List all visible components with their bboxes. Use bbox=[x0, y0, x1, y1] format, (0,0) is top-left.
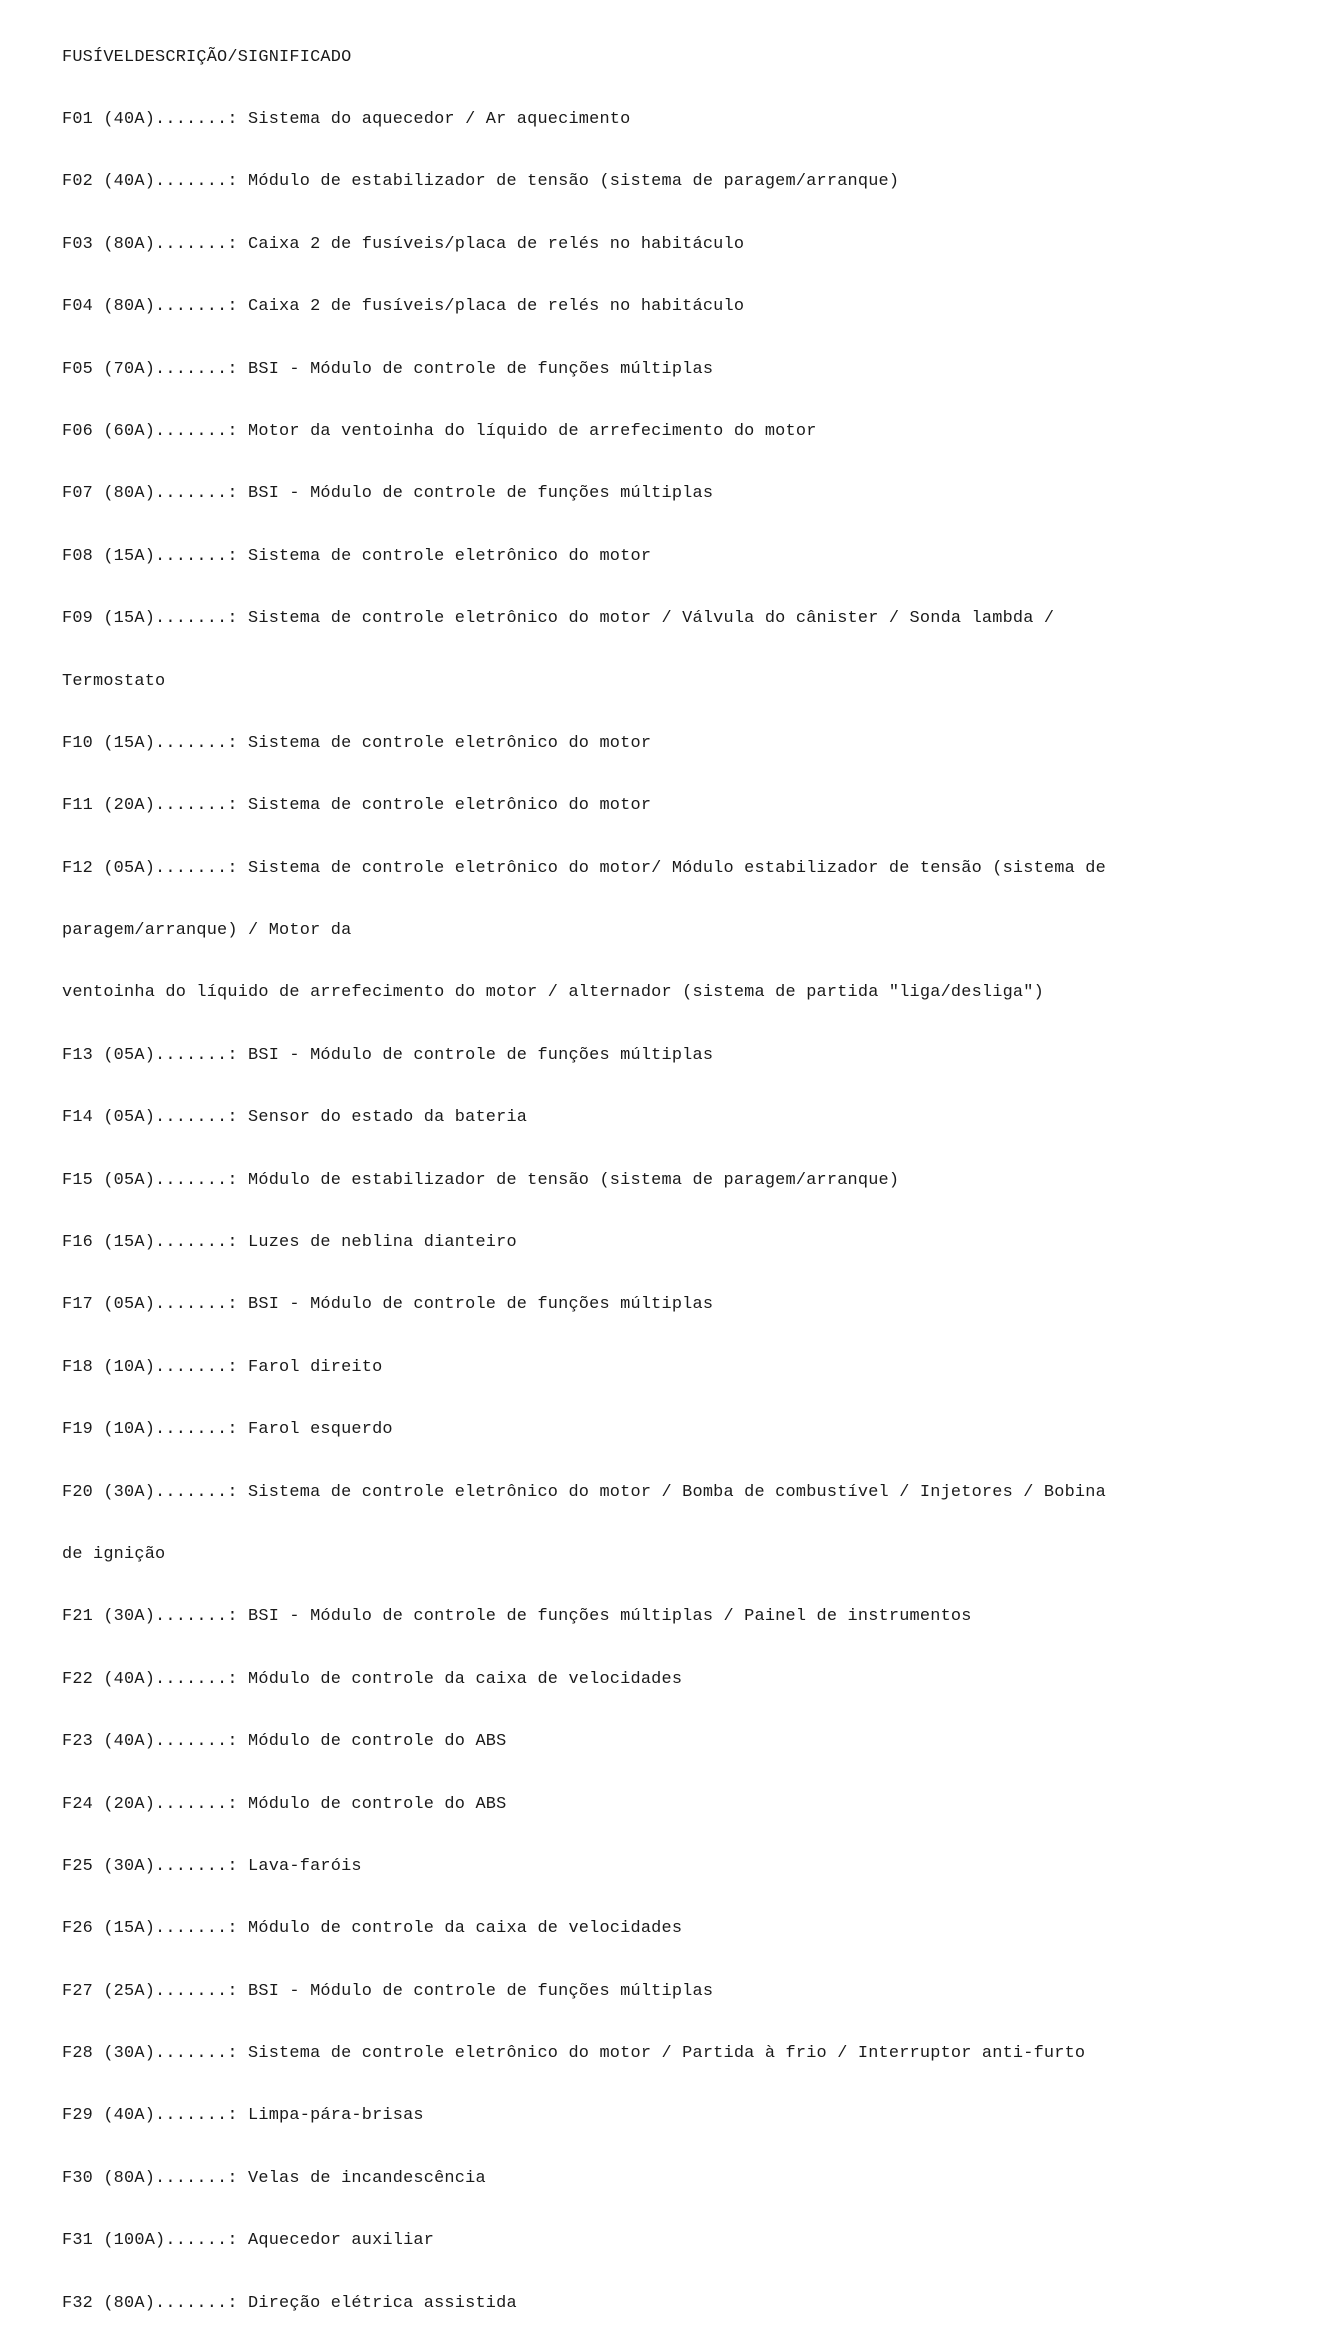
fuse-line-f30: F30 (80A).......: Velas de incandescência bbox=[62, 2168, 486, 2188]
fuse-line-f06: F06 (60A).......: Motor da ventoinha do líquido de arrefecimento do motor bbox=[62, 421, 817, 441]
fuse-line-f12-continued-2: ventoinha do líquido de arrefecimento do motor / alternador (sistema de partida "liga/desliga") bbox=[62, 983, 1044, 1003]
fuse-line-f24: F24 (20A).......: Módulo de controle do ABS bbox=[62, 1794, 507, 1814]
table-header: FUSÍVELDESCRIÇÃO/SIGNIFICADO bbox=[62, 47, 352, 67]
fuse-line-f19: F19 (10A).......: Farol esquerdo bbox=[62, 1420, 393, 1440]
fuse-line-f10: F10 (15A).......: Sistema de controle eletrônico do motor bbox=[62, 733, 652, 753]
fuse-line-f02: F02 (40A).......: Módulo de estabilizador de tensão (sistema de paragem/arranque) bbox=[62, 172, 900, 192]
fuse-line-f14: F14 (05A).......: Sensor do estado da bateria bbox=[62, 1108, 528, 1128]
fuse-line-f23: F23 (40A).......: Módulo de controle do ABS bbox=[62, 1732, 507, 1752]
fuse-line-f15: F15 (05A).......: Módulo de estabilizador de tensão (sistema de paragem/arranque) bbox=[62, 1170, 900, 1190]
fuse-line-f28: F28 (30A).......: Sistema de controle eletrônico do motor / Partida à frio / Interruptor anti-furto bbox=[62, 2044, 1086, 2064]
fuse-line-f31: F31 (100A)......: Aquecedor auxiliar bbox=[62, 2231, 435, 2251]
fuse-line-f11: F11 (20A).......: Sistema de controle eletrônico do motor bbox=[62, 796, 652, 816]
fuse-line-f20-continued: de ignição bbox=[62, 1544, 166, 1564]
fuse-line-f20: F20 (30A).......: Sistema de controle eletrônico do motor / Bomba de combustível / Injetores / Bobina bbox=[62, 1482, 1106, 1502]
fuse-line-f29: F29 (40A).......: Limpa-pára-brisas bbox=[62, 2106, 424, 2126]
fuse-line-f09-continued: Termostato bbox=[62, 671, 166, 691]
fuse-line-f22: F22 (40A).......: Módulo de controle da caixa de velocidades bbox=[62, 1669, 683, 1689]
fuse-line-f32: F32 (80A).......: Direção elétrica assistida bbox=[62, 2293, 517, 2313]
fuse-line-f04: F04 (80A).......: Caixa 2 de fusíveis/placa de relés no habitáculo bbox=[62, 297, 745, 317]
fuse-line-f09: F09 (15A).......: Sistema de controle eletrônico do motor / Válvula do cânister / Sonda lambda / bbox=[62, 609, 1055, 629]
fuse-line-f17: F17 (05A).......: BSI - Módulo de controle de funções múltiplas bbox=[62, 1295, 714, 1315]
fuse-line-f21: F21 (30A).......: BSI - Módulo de controle de funções múltiplas / Painel de instrumentos bbox=[62, 1607, 972, 1627]
fuse-line-f07: F07 (80A).......: BSI - Módulo de controle de funções múltiplas bbox=[62, 484, 714, 504]
fuse-line-f26: F26 (15A).......: Módulo de controle da caixa de velocidades bbox=[62, 1919, 683, 1939]
fuse-line-f27: F27 (25A).......: BSI - Módulo de controle de funções múltiplas bbox=[62, 1981, 714, 2001]
fuse-line-f18: F18 (10A).......: Farol direito bbox=[62, 1357, 383, 1377]
fuse-line-f16: F16 (15A).......: Luzes de neblina dianteiro bbox=[62, 1233, 517, 1253]
fuse-line-f12-continued: paragem/arranque) / Motor da bbox=[62, 921, 352, 941]
fuse-line-f08: F08 (15A).......: Sistema de controle eletrônico do motor bbox=[62, 546, 652, 566]
fuse-line-f13: F13 (05A).......: BSI - Módulo de controle de funções múltiplas bbox=[62, 1045, 714, 1065]
fuse-line-f03: F03 (80A).......: Caixa 2 de fusíveis/placa de relés no habitáculo bbox=[62, 234, 745, 254]
fuse-line-f12: F12 (05A).......: Sistema de controle eletrônico do motor/ Módulo estabilizador de tensão (sistema de bbox=[62, 858, 1106, 878]
fuse-line-f05: F05 (70A).......: BSI - Módulo de controle de funções múltiplas bbox=[62, 359, 714, 379]
fuse-table-text bbox=[62, 6, 1312, 2335]
fuse-line-f01: F01 (40A).......: Sistema do aquecedor / Ar aquecimento bbox=[62, 109, 631, 129]
fuse-line-f25: F25 (30A).......: Lava-faróis bbox=[62, 1856, 362, 1876]
